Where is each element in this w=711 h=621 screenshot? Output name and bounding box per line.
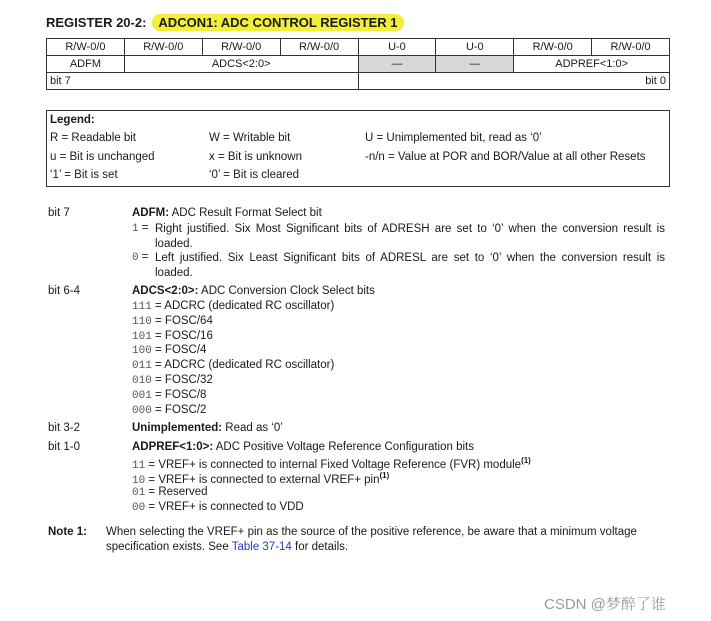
adpref-option-code: 11: [132, 459, 146, 472]
bit10-name: ADPREF<1:0>:: [132, 441, 214, 453]
bit7-option-0-code: 0 =: [132, 251, 149, 264]
bit64-name: ADCS<2:0>:: [132, 285, 199, 297]
legend-unknown: x = Bit is unknown: [209, 151, 303, 163]
adcs-option-111: 111 = ADCRC (dedicated RC oscillator): [132, 300, 335, 313]
access-row: [47, 39, 670, 56]
field-adcs: ADCS<2:0>: [124, 56, 358, 73]
access-bit2: U-0: [436, 39, 514, 56]
bit-index-row: [47, 73, 670, 90]
adcs-option-text: ADCRC (dedicated RC oscillator): [164, 359, 335, 372]
adpref-option-00: 00 = VREF+ is connected to VDD: [132, 501, 304, 514]
footnote-ref: (1): [379, 471, 390, 480]
bit7-option-1-text: Right justified. Six Most Significant bits of ADRESH are set to ‘0’ when the conversion result is loaded.: [155, 223, 665, 250]
bit64-title: [132, 285, 375, 297]
adcs-option-code: 011: [132, 360, 152, 373]
adpref-option-code: 00: [132, 502, 146, 514]
adcs-option-000: 000 = FOSC/2: [132, 403, 207, 417]
adcs-option-code: 101: [132, 330, 152, 343]
legend-box: [46, 110, 670, 187]
adcs-option-001: 001 = FOSC/8: [132, 388, 207, 402]
bit7-name: ADFM:: [132, 207, 170, 219]
adcs-option-text: ADCRC (dedicated RC oscillator): [164, 300, 335, 312]
adpref-option-10: 10 = VREF+ is connected to external VREF+ pin$^{(1)}$: [132, 471, 390, 487]
field-adfm: ADFM: [47, 56, 125, 73]
field-unimplemented-3: —: [358, 56, 436, 73]
adcs-option-code: 111: [132, 301, 152, 313]
register-bit-table: [46, 38, 670, 90]
adcs-option-010: 010 = FOSC/32: [132, 374, 213, 387]
adcs-option-code: 100: [132, 345, 152, 358]
table-link[interactable]: Table 37-14: [231, 541, 292, 553]
note-label: Note 1:: [48, 526, 87, 538]
adcs-option-101: 101 = FOSC/16: [132, 329, 213, 343]
bit-low-label: bit 0: [358, 73, 670, 90]
adpref-option-text: Reserved: [158, 486, 208, 498]
bit32-desc: Read as ‘0’: [225, 422, 283, 434]
register-title: [46, 15, 404, 30]
legend-unchanged: u = Bit is unchanged: [50, 151, 155, 163]
bit7-desc: ADC Result Format Select bit: [171, 207, 322, 219]
bit32-label: bit 3-2: [48, 422, 80, 434]
register-number: REGISTER 20-2:: [46, 15, 147, 30]
bit-high-label: bit 7: [47, 73, 359, 90]
adcs-option-text: FOSC/32: [164, 374, 213, 386]
adcs-option-text: FOSC/4: [164, 344, 207, 357]
adcs-option-011: 011 = ADCRC (dedicated RC oscillator): [132, 359, 335, 373]
bit10-desc: ADC Positive Voltage Reference Configuration bits: [215, 441, 474, 453]
adpref-option-11: 11 = VREF+ is connected to internal Fixed Voltage Reference (FVR) module$^{(1)}$: [132, 456, 531, 472]
legend-set: ‘1’ = Bit is set: [50, 169, 118, 181]
note-line2: specification exists. See Table 37-14 for details.: [106, 541, 349, 553]
adcs-option-code: 001: [132, 389, 152, 402]
access-bit6: R/W-0/0: [124, 39, 202, 56]
access-bit5: R/W-0/0: [202, 39, 280, 56]
field-row: [47, 56, 670, 73]
access-bit3: U-0: [358, 39, 436, 56]
note-line1: When selecting the VREF+ pin as the source of the positive reference, be aware that a minimum voltage: [106, 526, 637, 538]
legend-heading: Legend:: [50, 114, 95, 126]
field-adpref: ADPREF<1:0>: [514, 56, 670, 73]
legend-readable: R = Readable bit: [50, 132, 136, 144]
access-bit0: R/W-0/0: [592, 39, 670, 56]
bit32-title: [132, 422, 283, 434]
bit7-option-1-code: 1 =: [132, 222, 149, 235]
legend-reset-value: -n/n = Value at POR and BOR/Value at all other Resets: [365, 151, 646, 163]
adcs-option-text: FOSC/2: [164, 403, 207, 416]
adcs-option-text: FOSC/64: [164, 314, 213, 327]
adcs-option-text: FOSC/8: [164, 388, 207, 401]
legend-unimplemented: U = Unimplemented bit, read as ‘0’: [365, 132, 542, 144]
watermark: CSDN @梦醉了谁: [544, 596, 666, 613]
bit10-title: [132, 441, 474, 453]
bit32-name: Unimplemented:: [132, 422, 223, 434]
access-bit1: R/W-0/0: [514, 39, 592, 56]
footnote-ref: (1): [521, 456, 531, 465]
adpref-option-text: VREF+ is connected to external VREF+ pin: [158, 473, 380, 486]
bit7-title: [132, 207, 322, 219]
field-unimplemented-2: —: [436, 56, 514, 73]
bit7-option-0-text: Left justified. Six Least Significant bits of ADRESL are set to ‘0’ when the conversion result is loaded.: [155, 252, 665, 279]
adcs-option-text: FOSC/16: [164, 329, 213, 342]
adcs-option-code: 010: [132, 375, 152, 387]
legend-cleared: ‘0’ = Bit is cleared: [209, 169, 300, 181]
adpref-option-text: VREF+ is connected to internal Fixed Voltage Reference (FVR) module: [158, 458, 522, 471]
adcs-option-110: 110 = FOSC/64: [132, 314, 213, 328]
legend-writable: W = Writable bit: [209, 132, 291, 144]
adpref-option-text: VREF+ is connected to VDD: [158, 501, 304, 513]
access-bit7: R/W-0/0: [47, 39, 125, 56]
adcs-option-code: 110: [132, 315, 152, 328]
bit10-label: bit 1-0: [48, 441, 80, 453]
adcs-option-code: 000: [132, 404, 152, 417]
bit64-desc: ADC Conversion Clock Select bits: [201, 285, 375, 297]
register-name-highlight: ADCON1: ADC CONTROL REGISTER 1: [152, 14, 403, 31]
bit7-label: bit 7: [48, 207, 70, 219]
access-bit4: R/W-0/0: [280, 39, 358, 56]
adcs-option-100: 100 = FOSC/4: [132, 344, 207, 358]
adpref-option-code: 01: [132, 487, 146, 499]
adpref-option-01: 01 = Reserved: [132, 486, 208, 499]
bit64-label: bit 6-4: [48, 285, 80, 297]
adpref-option-code: 10: [132, 474, 146, 487]
